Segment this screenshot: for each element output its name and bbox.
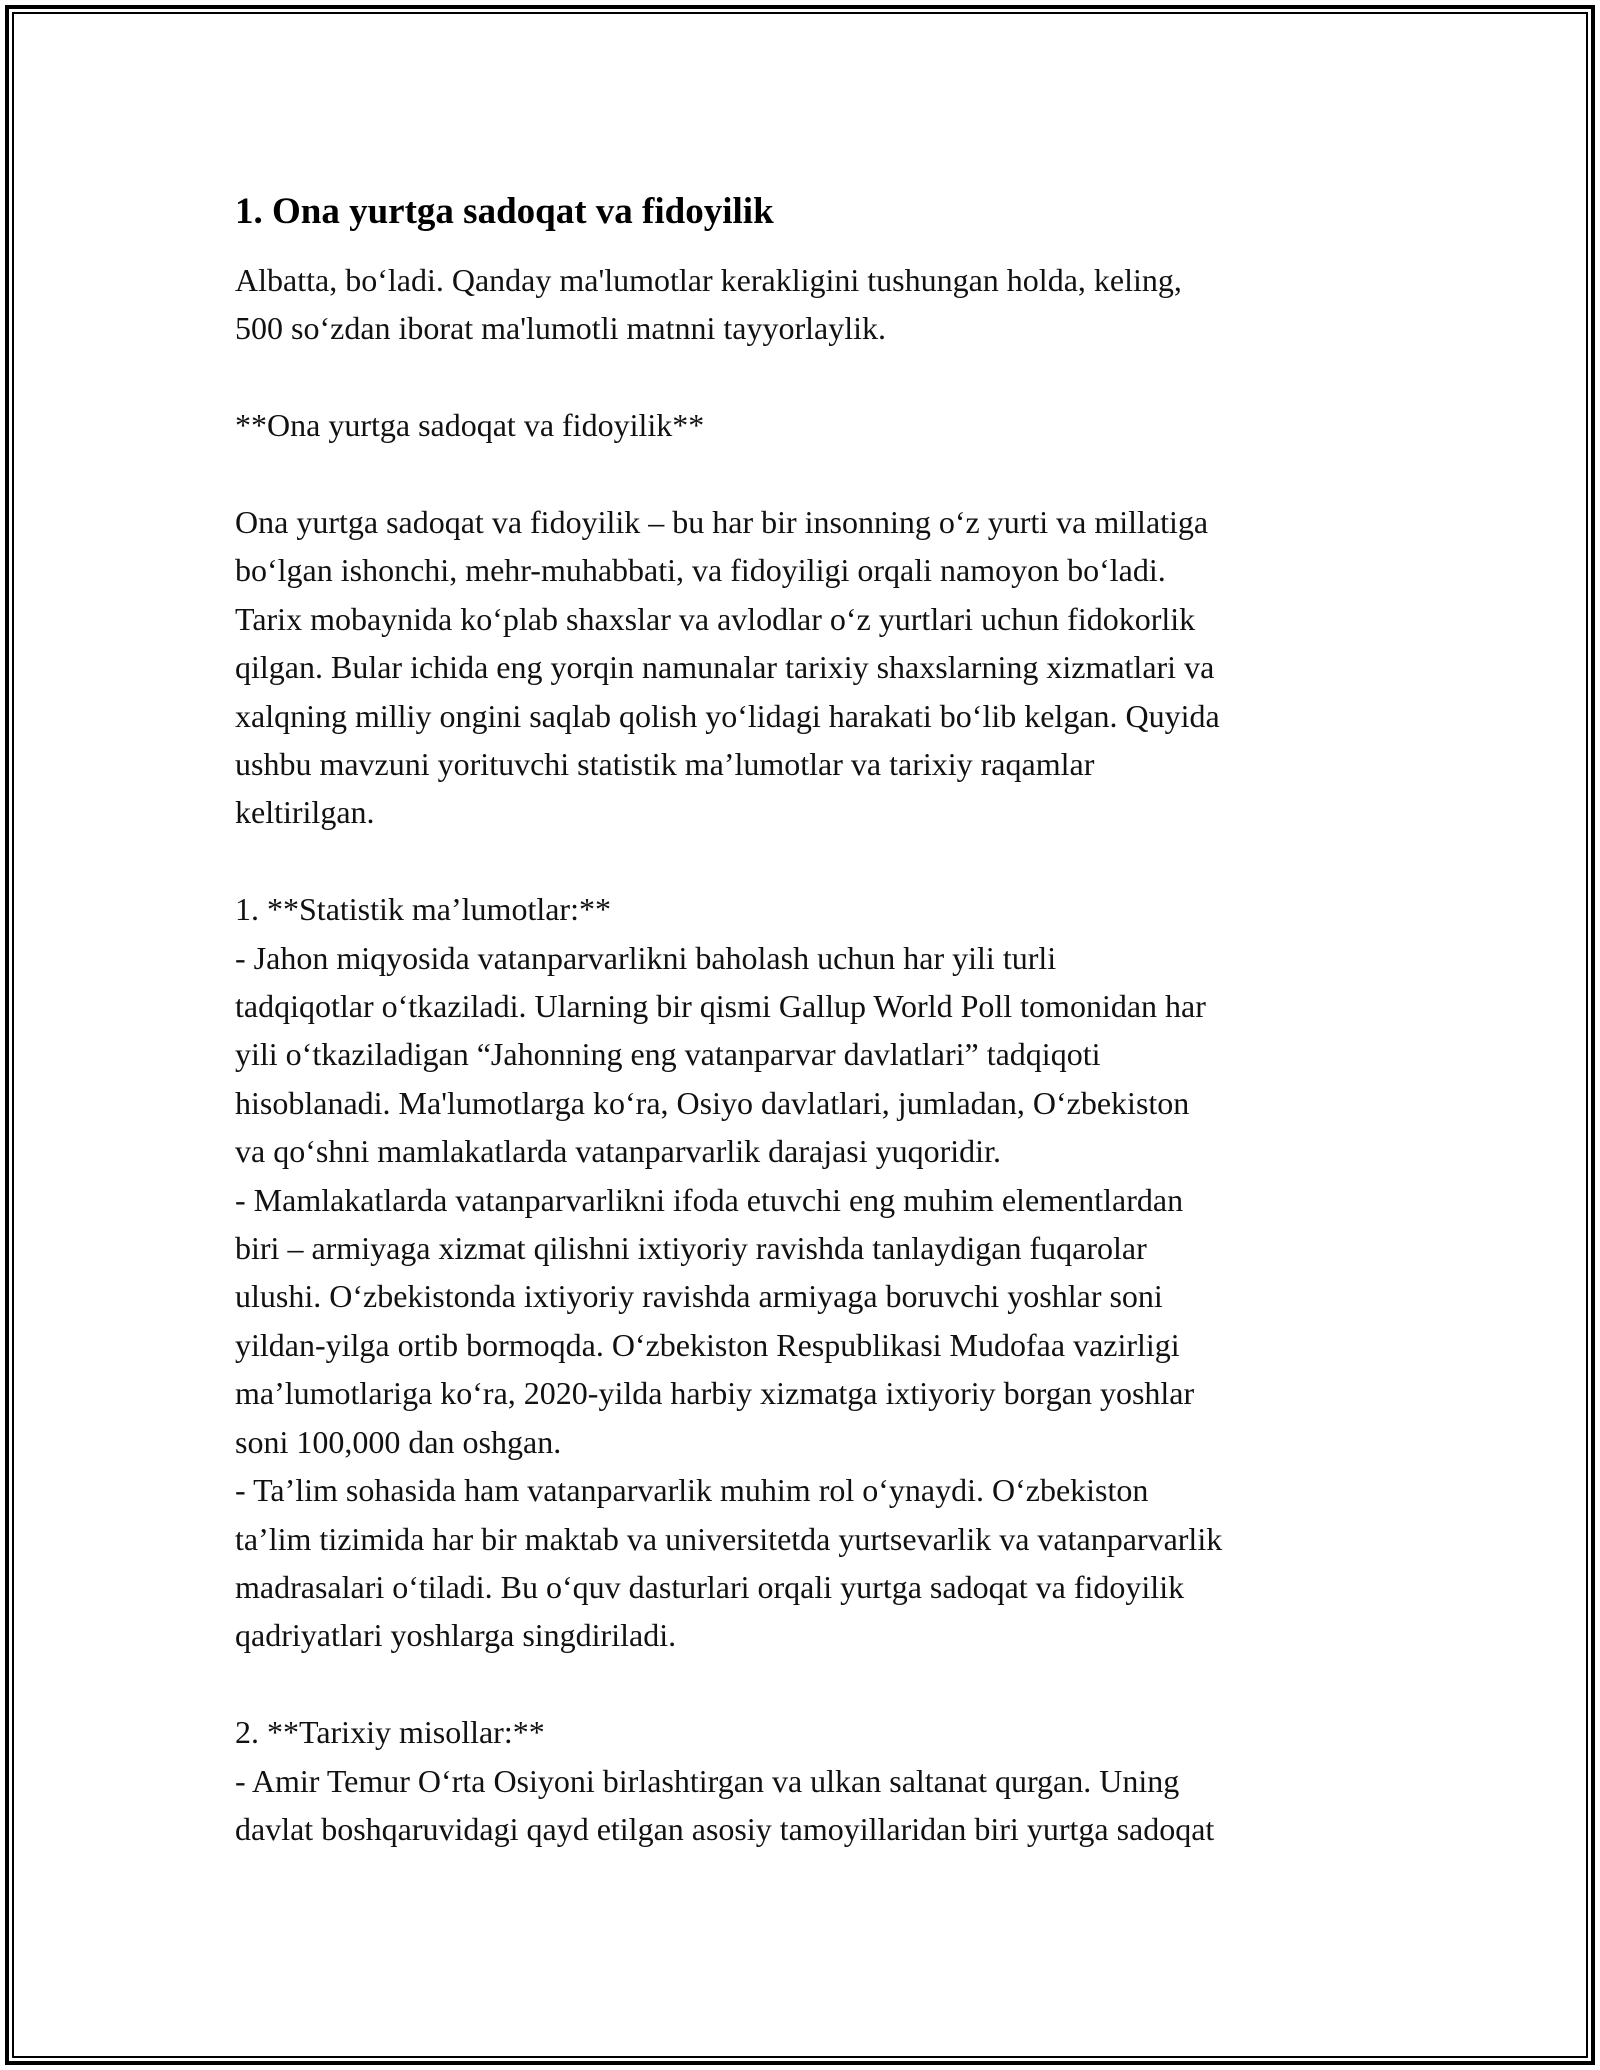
document-page <box>235 188 1395 1853</box>
paragraph-spacer <box>235 353 1395 401</box>
document-title: 1. Ona yurtga sadoqat va fidoyilik <box>235 191 774 232</box>
paragraph-spacer <box>235 1660 1395 1708</box>
history-section: 2. **Tarixiy misollar:** - Amir Temur O‘rta Osiyoni birlashtirgan va ulkan saltanat qurgan. Uning davlat boshqaruvidagi qayd etilgan asosiy tamoyillaridan biri yurtga sadoqat <box>235 1714 1215 1847</box>
paragraph-spacer <box>235 450 1395 498</box>
intro-paragraph: Albatta, bo‘ladi. Qanday ma'lumotlar kerakligini tushungan holda, keling, 500 so‘zdan iborat ma'lumotli matnni tayyorlaylik. <box>235 262 1182 347</box>
statistics-section: 1. **Statistik ma’lumotlar:** - Jahon miqyosida vatanparvarlikni baholash uchun har yili turli tadqiqotlar o‘tkaziladi. Ularning bir qismi Gallup World Poll tomonidan har yili o‘tkaziladigan “Jahonning eng vatanparvar davlatlari” tadqiqoti hisoblanadi. Ma'lumotlarga ko‘ra, Osiyo davlatlari, jumladan, O‘zbekiston va qo‘shni mamlakatlarda vatanparvarlik darajasi yuqoridir. - Mamlakatlarda vatanparvarlikni ifoda etuvchi eng muhim elementlardan biri – armiyaga xizmat qilishni ixtiyoriy ravishda tanlaydigan fuqarolar ulushi. O‘zbekistonda ixtiyoriy ravishda armiyaga boruvchi yoshlar soni yildan-yilga ortib bormoqda. O‘zbekiston Respublikasi Mudofaa vazirligi ma’lumotlariga ko‘ra, 2020-yilda harbiy xizmatga ixtiyoriy borgan yoshlar soni 100,000 dan oshgan. - Ta’lim sohasida ham vatanparvarlik muhim rol o‘ynaydi. O‘zbekiston ta’lim tizimida har bir maktab va universitetda yurtsevarlik va vatanparvarlik madrasalari o‘tiladi. Bu o‘quv dasturlari orqali yurtga sadoqat va fidoyilik qadriyatlari yoshlarga singdiriladi. <box>235 891 1223 1654</box>
body-paragraph: Ona yurtga sadoqat va fidoyilik – bu har bir insonning o‘z yurti va millatiga bo‘lgan ishonchi, mehr-muhabbati, va fidoyiligi orqali namoyon bo‘ladi. Tarix mobaynida ko‘plab shaxslar va avlodlar o‘z yurtlari uchun fidokorlik qilgan. Bular ichida eng yorqin namunalar tarixiy shaxslarning xizmatlari va xalqning milliy ongini saqlab qolish yo‘lidagi harakati bo‘lib kelgan. Quyida ushbu mavzuni yorituvchi statistik ma’lumotlar va tarixiy raqamlar keltirilgan. <box>235 504 1220 831</box>
paragraph-spacer <box>235 837 1395 885</box>
subtitle-paragraph: **Ona yurtga sadoqat va fidoyilik** <box>235 407 705 444</box>
